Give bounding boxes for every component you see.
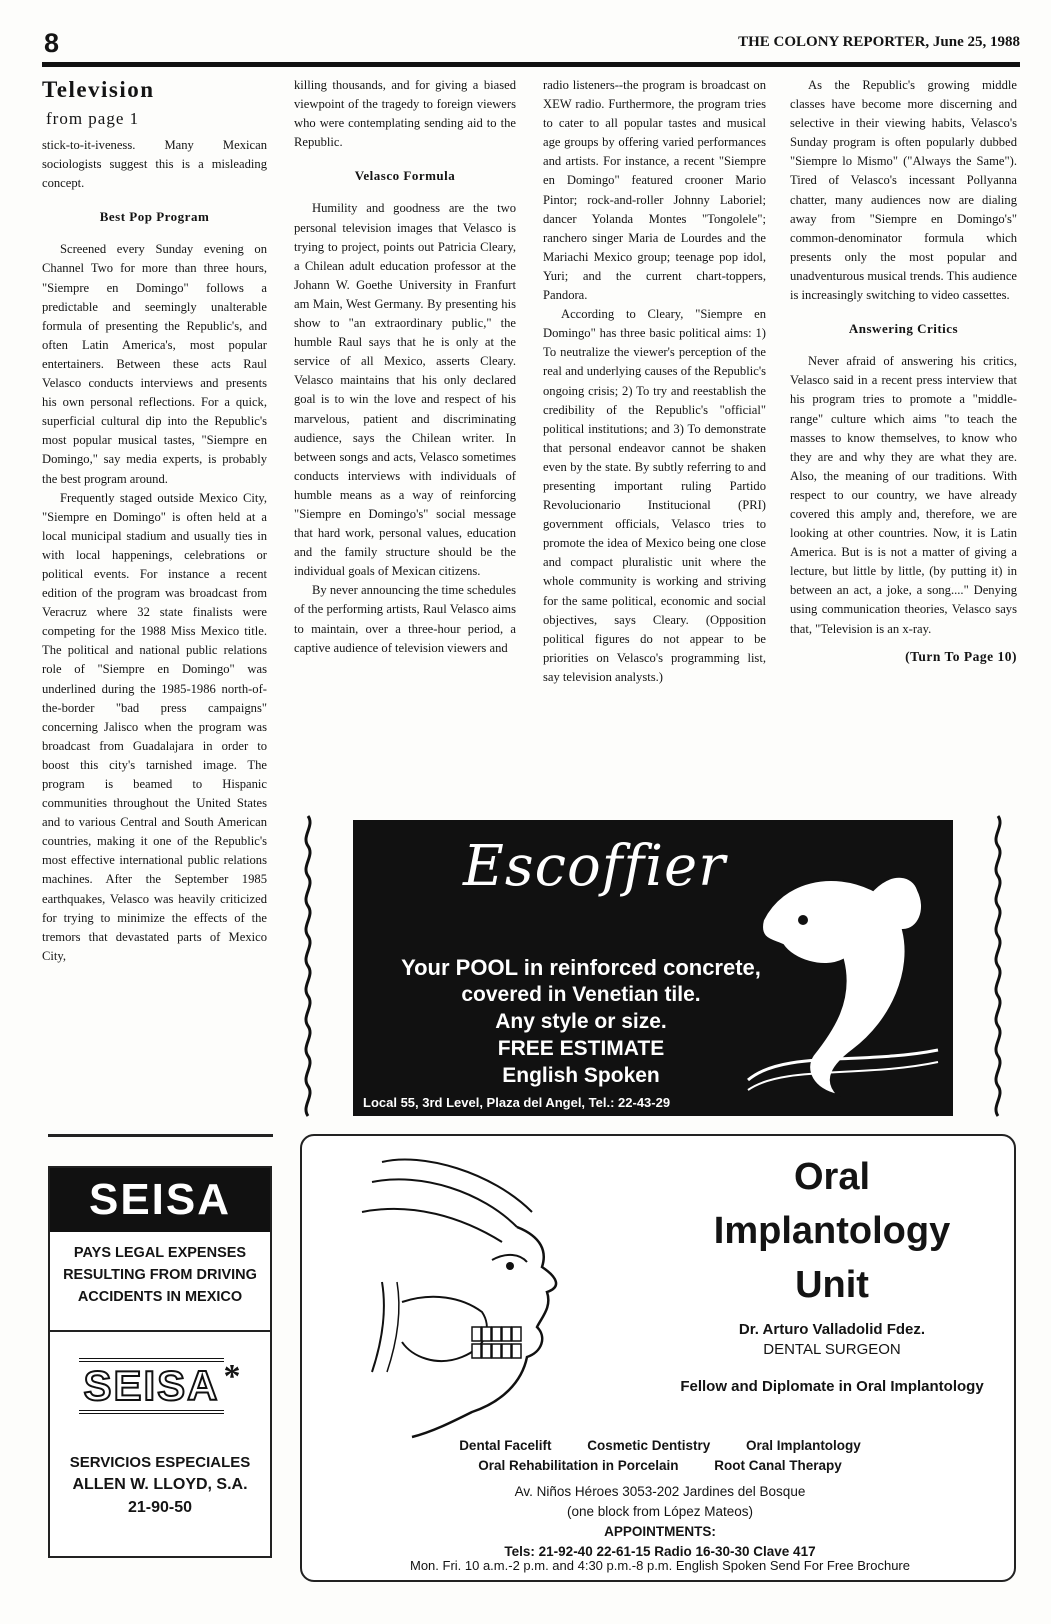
paragraph: stick-to-it-iveness. Many Mexican sociologists suggest this is a misleading concept. bbox=[42, 138, 267, 191]
selsa-logo-text: SEISA bbox=[79, 1358, 223, 1414]
service-item: Root Canal Therapy bbox=[714, 1458, 842, 1473]
paragraph: According to Cleary, "Siempre en Domingo" has three basic political aims: 1) To neutralize the viewer's perception of the real and underlying causes of the Republic's ongoing crisis; 2) To try and reestablish the credibility of the Republic's "official" political institutions; and 3) To demonstrate that personal endeavor cannot be shaken even by the state. By subtly referring to and presenting important ruling Partido Revolucionario Institucional (PRI) government officials, Velasco tries to promote the idea of Mexico being one close and compact pluralistic unit where the whole community is working and striving for the same political, economic and social objectives, says Cleary. (Opposition political figures do not appear to be priorities on Velasco's programming list, say television analysts.) bbox=[543, 307, 766, 684]
doctor-role: DENTAL SURGEON bbox=[763, 1341, 901, 1358]
page-header bbox=[42, 24, 1020, 60]
paragraph: Humility and goodness are the two personal television images that Velasco is trying to project, points out Patricia Cleary, a Chilean adult education professor at the Johann W. Goethe University in Franfurt am Main, West Germany. By presenting his show to "an extraordinary public," the humble Raul says that he is only at the service of all Mexico, asserts Cleary. Velasco maintains that his only declared goal is to win the love and respect of his marvelous, patient and discriminating audience, says the Chilean writer. In between songs and acts, Velasco sometimes conducts interviews with individuals of humble means as a way of reinforcing "Siempre en Domingo's" social message that hard work, personal values, education and the family structure should be the individual goals of Mexican citizens. bbox=[294, 201, 516, 579]
oral-title bbox=[682, 1150, 982, 1312]
escoffier-logo: Escoffier bbox=[463, 834, 726, 899]
escoffier-line: FREE ESTIMATE bbox=[497, 1037, 665, 1060]
paragraph: killing thousands, and for giving a biased viewpoint of the tragedy to foreign viewers who were contemplating sending aid to the Republic. bbox=[294, 78, 516, 150]
escoffier-line: covered in Venetian tile. bbox=[461, 983, 701, 1006]
ornament-border-icon bbox=[989, 812, 1007, 1122]
section-heading: Velasco Formula bbox=[354, 168, 456, 184]
phone-numbers: Tels: 21-92-40 22-61-15 Radio 16-30-30 Clave 417 bbox=[504, 1544, 816, 1559]
escoffier-line: English Spoken bbox=[502, 1064, 660, 1087]
service-item: Oral Rehabilitation in Porcelain bbox=[478, 1458, 679, 1473]
asterisk-icon: * bbox=[223, 1358, 241, 1395]
service-item: Cosmetic Dentistry bbox=[587, 1438, 711, 1453]
page-number: 8 bbox=[44, 28, 60, 58]
oral-title-line: Oral bbox=[793, 1156, 871, 1198]
office-hours: Mon. Fri. 10 a.m.-2 p.m. and 4:30 p.m.-8 p.m. English Spoken Send For Free Brochure bbox=[409, 1558, 910, 1573]
selsa-logo: SEISA bbox=[50, 1168, 270, 1232]
escoffier-line: Any style or size. bbox=[495, 1010, 667, 1033]
continued-label: from page 1 bbox=[46, 109, 140, 128]
selsa-ad bbox=[48, 1166, 272, 1558]
appointments-label: APPOINTMENTS: bbox=[604, 1524, 716, 1539]
oral-implantology-ad bbox=[300, 1134, 1016, 1582]
escoffier-address: Local 55, 3rd Level, Plaza del Angel, Tel.: 22-43-29 bbox=[363, 1095, 671, 1110]
header-rule bbox=[42, 62, 1020, 67]
escoffier-line: Your POOL in reinforced concrete, bbox=[401, 955, 761, 980]
oral-doctor bbox=[672, 1320, 992, 1360]
article-headline: Television bbox=[42, 77, 155, 102]
article-column-3 bbox=[543, 76, 766, 791]
article-column-2 bbox=[294, 76, 516, 791]
paragraph: As the Republic's growing middle classes have become more discerning and selective in their viewing habits, Velasco's Sunday program is often popularly dubbed "Siempre lo Mismo" ("Always the Same"). Tired of Velasco's incessant Pollyanna chatter, many audiences now are dialing away from "Siempre en Domingo's" common-denominator formula which presents only the most popular and unadventurous musical trends. This audience is increasingly switching to video cassettes. bbox=[790, 78, 1017, 303]
selsa-tagline: PAYS LEGAL EXPENSES RESULTING FROM DRIVING ACCIDENTS IN MEXICO bbox=[63, 1245, 257, 1305]
selsa-phone: 21-90-50 bbox=[127, 1499, 193, 1516]
selsa-logo-outline bbox=[50, 1332, 270, 1452]
paragraph: By never announcing the time schedules of the performing artists, Raul Velasco aims to maintain, over a three-hour period, a captive audience of television viewers and bbox=[294, 583, 516, 655]
address-line: Av. Niños Héroes 3053-202 Jardines del Bosque bbox=[514, 1484, 806, 1499]
article-column-1 bbox=[42, 76, 267, 1116]
service-item: Oral Implantology bbox=[746, 1438, 861, 1453]
escoffier-panel bbox=[353, 820, 953, 1116]
divider bbox=[48, 1134, 273, 1137]
paragraph: Never afraid of answering his critics, Velasco said in a recent press interview that his program tries to promote a "middle-range" culture which aims "to teach the masses to know themselves, to know who they are and why they are what they are. Also, the meaning of our traditions. With respect to our country, we have already covered this amply and, therefore, we are looking at other countries. Now, it is Latin America. But is is not a matter of giving a lecture, but little by little, (by putting it) in between an act, a joke, a song...." Denying using communication theories, Velasco says that, "Television is an x-ray. bbox=[790, 354, 1017, 636]
masthead: THE COLONY REPORTER, June 25, 1988 bbox=[738, 34, 1020, 50]
selsa-line: SERVICIOS ESPECIALES bbox=[69, 1454, 251, 1471]
oral-title-line: Implantology bbox=[713, 1210, 951, 1252]
paragraph: Screened every Sunday evening on Channel Two for more than three hours, "Siempre en Domingo" follows a predictable and seemingly unalterable formula of presenting the Republic's, and often Latin America's, most popular entertainers. Between these acts Raul Velasco conducts interviews and presents his own personal reflections. For a quick, superficial cultural dip into the Republic's most popular musical tastes, "Siempre en Domingo," say media experts, is probably the best program around. bbox=[42, 242, 267, 486]
section-heading: Best Pop Program bbox=[99, 209, 210, 225]
section-heading: Answering Critics bbox=[848, 321, 959, 337]
selsa-contact bbox=[50, 1452, 270, 1520]
escoffier-ad bbox=[299, 812, 1007, 1122]
face-profile-icon bbox=[342, 1142, 682, 1442]
jump-line: (Turn To Page 10) bbox=[905, 648, 1017, 664]
ornament-border-icon bbox=[299, 812, 317, 1122]
oral-title-line: Unit bbox=[795, 1264, 869, 1306]
paragraph: radio listeners--the program is broadcast on XEW radio. Furthermore, the program tries to cater to all popular tastes and musical age groups by offering varied performances and artists. For instance, a recent "Siempre en Domingo" featured crooner Mario Pintor; rock-and-roller Johnny Laboriel; dancer Yolanda Montes "Tongolele"; ranchero singer Maria de Lourdes and the Mariachi Mexico group; teenage pop idol, Yuri; and the current chart-toppers, Pandora. bbox=[543, 78, 766, 303]
escoffier-copy bbox=[361, 954, 801, 1089]
oral-services bbox=[322, 1436, 998, 1476]
selsa-line: ALLEN W. LLOYD, S.A. bbox=[72, 1476, 248, 1493]
article-column-4 bbox=[790, 76, 1017, 811]
doctor-name: Dr. Arturo Valladolid Fdez. bbox=[738, 1321, 926, 1338]
paragraph: Frequently staged outside Mexico City, "Siempre en Domingo" is often held at a local municipal stadium and usually ties in with local happenings, celebrations or political events. For instance a recent edition of the program was broadcast from Veracruz where 32 state finalists were competing for the 1988 Miss Mexico title. The political and national public relations role of "Siempre en Domingo" was underlined during the 1985-1986 north-of-the-border "bad press campaigns" concerning Jalisco when the program was broadcast from Guadalajara in order to boost this city's tarnished image. The program is beamed to Hispanic communities throughout the United States and to various Central and South American countries, making it one of the Republic's most effective international public relations machines. After the September 1985 earthquakes, Velasco was heavily criticized for trying to minimize the effects of the tremors that devastated parts of Mexico City, bbox=[42, 490, 267, 963]
address-line: (one block from López Mateos) bbox=[566, 1504, 754, 1519]
service-item: Dental Facelift bbox=[459, 1438, 552, 1453]
oral-address bbox=[322, 1482, 998, 1562]
doctor-credentials: Fellow and Diplomate in Oral Implantology bbox=[680, 1378, 984, 1395]
